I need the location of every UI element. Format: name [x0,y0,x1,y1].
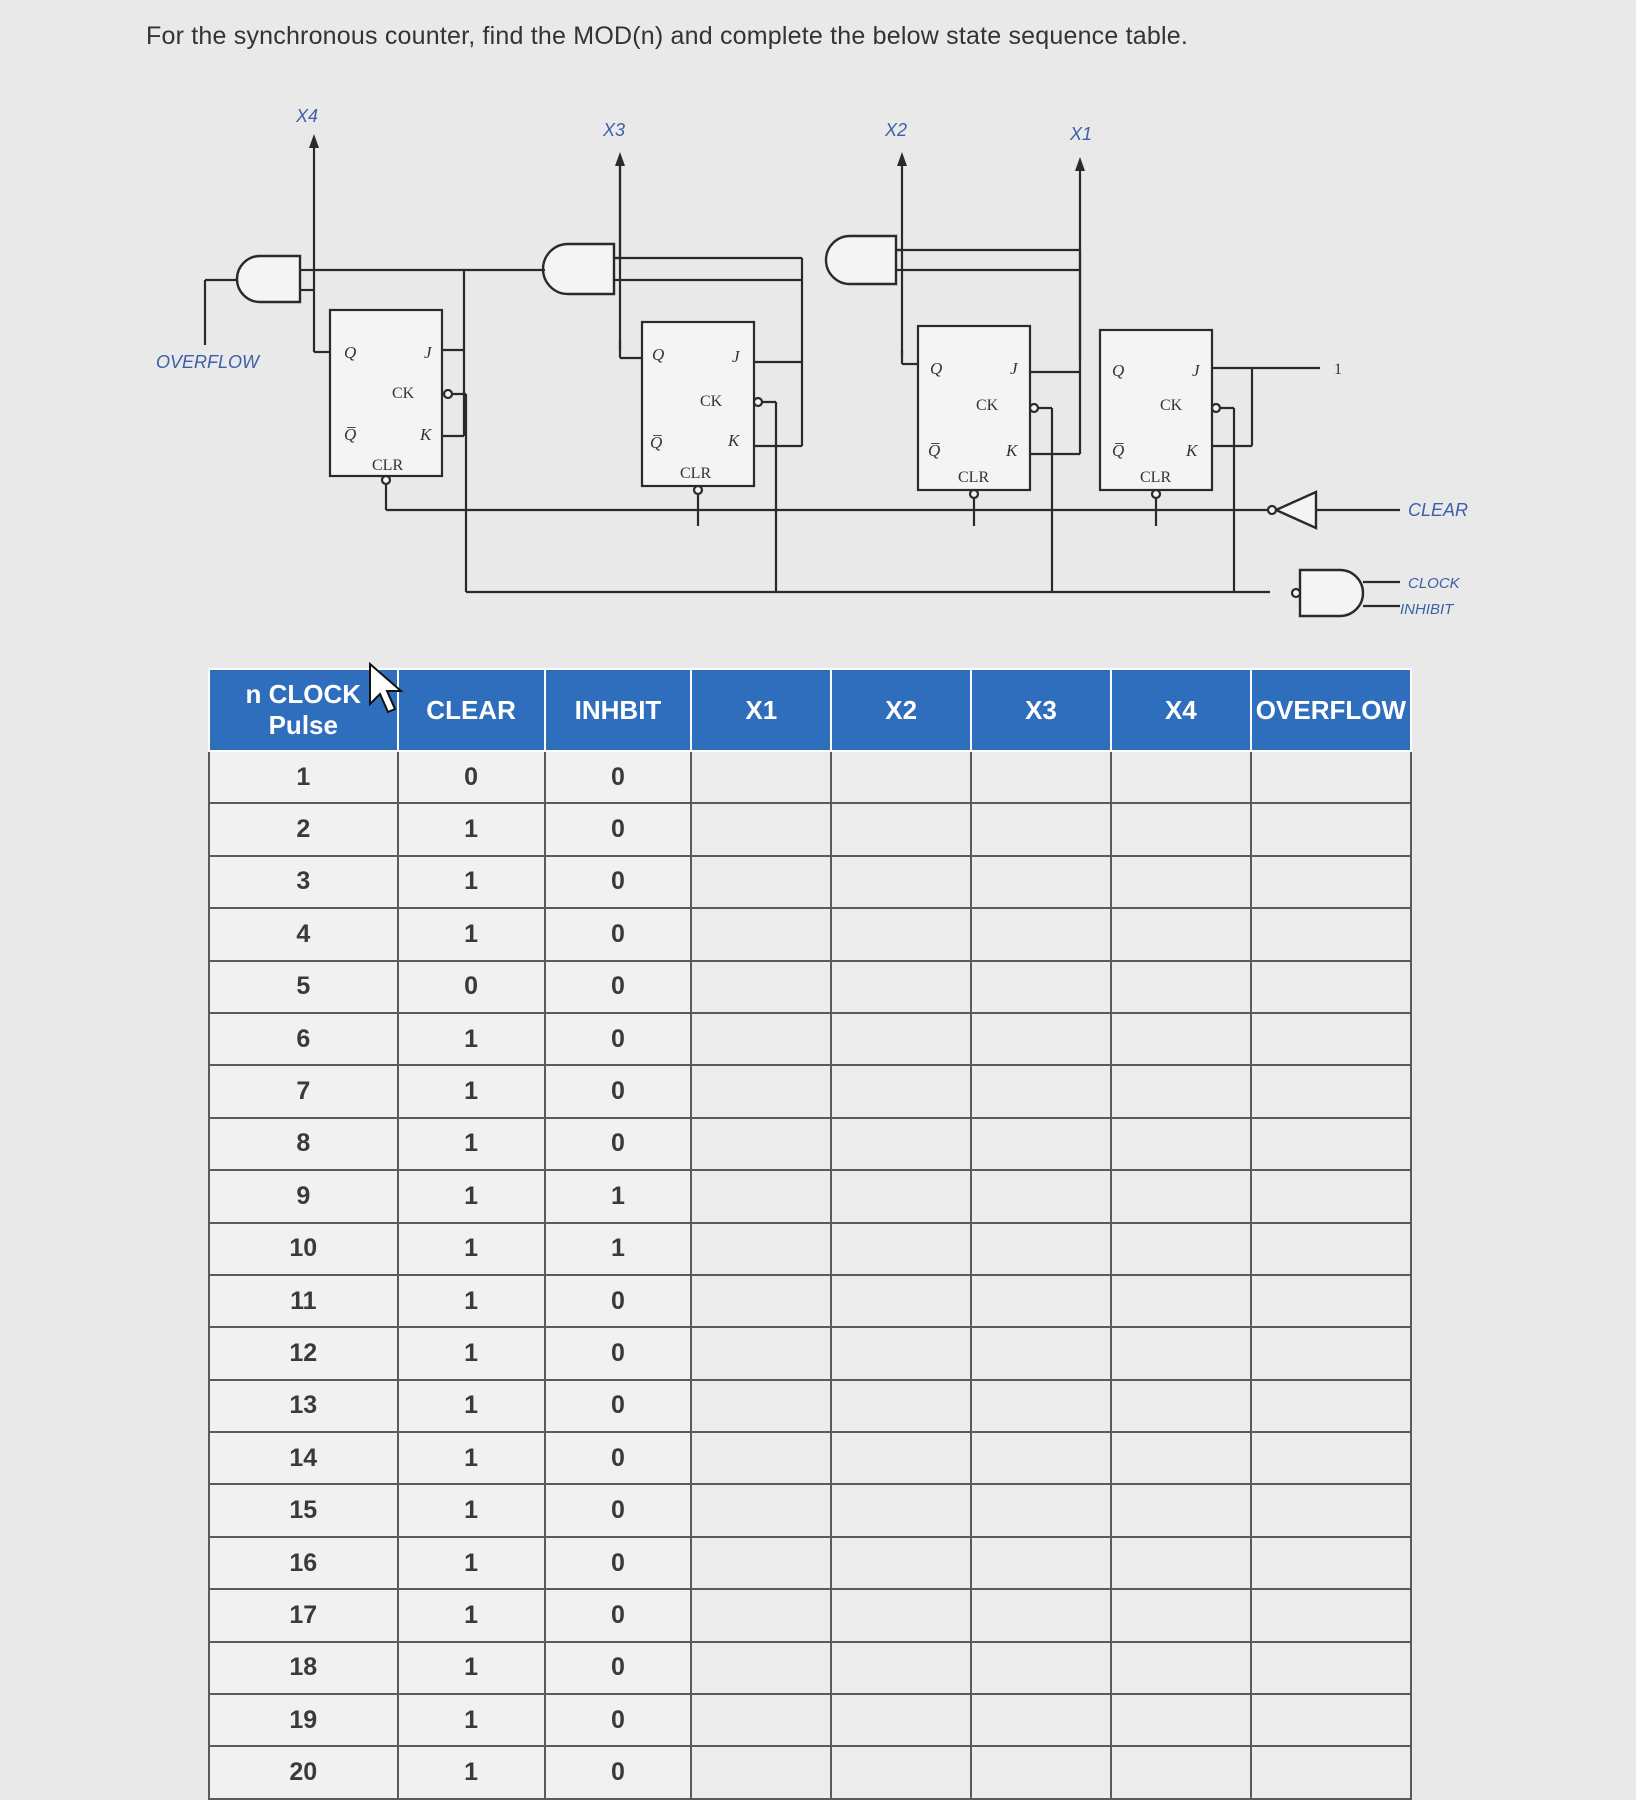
table-row [209,1013,1411,1065]
cell-x1[interactable] [691,1589,831,1641]
cell-clock-pulse: 7 [209,1065,398,1117]
cell-overflow[interactable] [1251,1432,1411,1484]
cell-clock-pulse: 10 [209,1223,398,1275]
cell-x4[interactable] [1111,1746,1251,1798]
cell-clear: 1 [398,1275,545,1327]
cell-x4[interactable] [1111,1013,1251,1065]
svg-text:K: K [728,431,740,450]
cell-x4[interactable] [1111,1170,1251,1222]
cell-overflow[interactable] [1251,1170,1411,1222]
cell-clear: 1 [398,1118,545,1170]
cell-x4[interactable] [1111,1380,1251,1432]
table-row [209,1170,1411,1222]
cell-x3[interactable] [971,1065,1111,1117]
cell-x1[interactable] [691,1694,831,1746]
cell-x2[interactable] [831,1432,971,1484]
cell-overflow[interactable] [1251,1118,1411,1170]
cell-x3[interactable] [971,1223,1111,1275]
and-gate-x2 [826,236,902,284]
cell-x2[interactable] [831,1380,971,1432]
cell-inhibit: 1 [545,1170,692,1222]
svg-text:K: K [1186,441,1198,460]
cell-clock-pulse: 1 [209,751,398,803]
cell-x3[interactable] [971,1327,1111,1379]
table-row [209,1746,1411,1798]
and-gate-x3 [543,244,620,294]
question-text: For the synchronous counter, find the MOD(n) and complete the below state sequence table. [146,22,1188,50]
cell-x4[interactable] [1111,751,1251,803]
svg-text:CLR: CLR [1140,469,1172,486]
cell-x3[interactable] [971,1380,1111,1432]
table-row [209,908,1411,960]
svg-text:Q: Q [344,343,357,362]
and-gate-overflow [205,256,314,345]
svg-text:K: K [1006,441,1018,460]
cell-x1[interactable] [691,1432,831,1484]
cell-x1[interactable] [691,908,831,960]
cell-inhibit: 0 [545,1380,692,1432]
svg-text:Q: Q [652,345,665,364]
table-row [209,1275,1411,1327]
table-row [209,1118,1411,1170]
cell-x1[interactable] [691,1484,831,1536]
cell-x2[interactable] [831,1327,971,1379]
cell-x3[interactable] [971,1694,1111,1746]
cell-clock-pulse: 15 [209,1484,398,1536]
cell-x1[interactable] [691,1327,831,1379]
cell-x1[interactable] [691,961,831,1013]
cell-x4[interactable] [1111,961,1251,1013]
cell-clear: 1 [398,1432,545,1484]
svg-text:CK: CK [1160,397,1183,414]
flip-flop-x1 [1100,330,1212,490]
cell-clear: 1 [398,1746,545,1798]
cell-x2[interactable] [831,1118,971,1170]
logic-one-input: 1 [1334,361,1342,378]
table-row [209,1589,1411,1641]
cell-inhibit: 0 [545,1484,692,1536]
cell-x1[interactable] [691,1380,831,1432]
cell-inhibit: 0 [545,1642,692,1694]
cell-x4[interactable] [1111,1484,1251,1536]
header-inhibit: INHBIT [545,669,692,751]
cell-clear: 1 [398,1537,545,1589]
cell-clear: 1 [398,1327,545,1379]
svg-text:J: J [1192,361,1200,380]
flip-flop-x4 [330,310,442,476]
cell-x3[interactable] [971,1746,1111,1798]
cell-x2[interactable] [831,1694,971,1746]
cell-inhibit: 0 [545,1013,692,1065]
cell-clock-pulse: 18 [209,1642,398,1694]
cell-x2[interactable] [831,1013,971,1065]
cell-x4[interactable] [1111,1065,1251,1117]
table-row [209,1380,1411,1432]
cell-x3[interactable] [971,1118,1111,1170]
cell-clear: 1 [398,908,545,960]
cell-x4[interactable] [1111,1537,1251,1589]
header-x1: X1 [691,669,831,751]
cell-overflow[interactable] [1251,1694,1411,1746]
table-row [209,1223,1411,1275]
cell-overflow[interactable] [1251,1223,1411,1275]
cell-clear: 1 [398,1589,545,1641]
clear-inverter [1268,492,1400,528]
cell-x2[interactable] [831,1223,971,1275]
cell-x2[interactable] [831,856,971,908]
cell-overflow[interactable] [1251,856,1411,908]
cell-x3[interactable] [971,1275,1111,1327]
clock-gate [1292,570,1400,616]
cell-x1[interactable] [691,856,831,908]
table-row [209,1537,1411,1589]
cell-inhibit: 0 [545,1746,692,1798]
header-x2: X2 [831,669,971,751]
cell-x3[interactable] [971,1170,1111,1222]
cell-x4[interactable] [1111,1589,1251,1641]
clear-label: CLEAR [1408,500,1469,520]
cell-x2[interactable] [831,1746,971,1798]
cell-x1[interactable] [691,1170,831,1222]
header-overflow: OVERFLOW [1251,669,1411,751]
inhibit-label: INHIBIT [1400,601,1454,618]
cell-x2[interactable] [831,803,971,855]
cell-clear: 1 [398,1013,545,1065]
cell-x4[interactable] [1111,1694,1251,1746]
table-row [209,1642,1411,1694]
overflow-label: OVERFLOW [156,352,260,372]
cell-x4[interactable] [1111,1223,1251,1275]
cell-inhibit: 1 [545,1223,692,1275]
cell-inhibit: 0 [545,1065,692,1117]
cell-x2[interactable] [831,1589,971,1641]
cell-overflow[interactable] [1251,1589,1411,1641]
cell-clear: 1 [398,1694,545,1746]
header-clear: CLEAR [398,669,545,751]
cell-overflow[interactable] [1251,1327,1411,1379]
svg-text:J: J [424,343,432,362]
cell-overflow[interactable] [1251,1484,1411,1536]
cell-x1[interactable] [691,1223,831,1275]
cell-inhibit: 0 [545,1327,692,1379]
cell-x1[interactable] [691,1065,831,1117]
svg-text:Q: Q [930,359,943,378]
cell-clear: 1 [398,1223,545,1275]
table-body [209,751,1411,1799]
cell-overflow[interactable] [1251,803,1411,855]
cell-clear: 0 [398,751,545,803]
cell-clear: 0 [398,961,545,1013]
table-row [209,1065,1411,1117]
cell-x4[interactable] [1111,1275,1251,1327]
cell-overflow[interactable] [1251,1537,1411,1589]
cell-x2[interactable] [831,1275,971,1327]
cell-x3[interactable] [971,1589,1111,1641]
cell-x2[interactable] [831,908,971,960]
cell-x3[interactable] [971,1537,1111,1589]
cell-x3[interactable] [971,856,1111,908]
flip-flop-x3 [642,322,754,486]
cell-clear: 1 [398,1065,545,1117]
cell-overflow[interactable] [1251,751,1411,803]
svg-text:Q: Q [1112,361,1125,380]
table-row [209,961,1411,1013]
cell-clock-pulse: 11 [209,1275,398,1327]
cell-clock-pulse: 9 [209,1170,398,1222]
cell-x3[interactable] [971,751,1111,803]
cell-x4[interactable] [1111,1118,1251,1170]
header-x3: X3 [971,669,1111,751]
cell-overflow[interactable] [1251,1642,1411,1694]
svg-text:CK: CK [976,397,999,414]
clock-label: CLOCK [1408,575,1460,592]
cell-x3[interactable] [971,908,1111,960]
cell-x1[interactable] [691,1537,831,1589]
cell-x2[interactable] [831,1537,971,1589]
cell-clock-pulse: 4 [209,908,398,960]
svg-text:K: K [420,425,432,444]
output-label-x3: X3 [603,120,626,140]
cell-clear: 1 [398,1642,545,1694]
flip-flop-x2 [918,326,1030,490]
svg-text:Q̅: Q̅ [650,433,663,452]
cell-x1[interactable] [691,1642,831,1694]
cell-clear: 1 [398,1484,545,1536]
header-x4: X4 [1111,669,1251,751]
cell-inhibit: 0 [545,1694,692,1746]
output-label-x1: X1 [1070,124,1093,144]
svg-text:Q̅: Q̅ [344,425,357,444]
cell-x2[interactable] [831,1642,971,1694]
cell-inhibit: 0 [545,1589,692,1641]
cell-clear: 1 [398,1170,545,1222]
cell-inhibit: 0 [545,803,692,855]
table-row [209,856,1411,908]
cell-clear: 1 [398,856,545,908]
cell-overflow[interactable] [1251,1746,1411,1798]
svg-text:J: J [1010,359,1018,378]
cell-x4[interactable] [1111,1327,1251,1379]
cell-x1[interactable] [691,1275,831,1327]
cell-x1[interactable] [691,1746,831,1798]
cell-x2[interactable] [831,751,971,803]
cell-overflow[interactable] [1251,1275,1411,1327]
table-row [209,803,1411,855]
cell-overflow[interactable] [1251,1065,1411,1117]
cell-clock-pulse: 13 [209,1380,398,1432]
svg-text:CLR: CLR [372,457,404,474]
table-row [209,1484,1411,1536]
cell-x4[interactable] [1111,1642,1251,1694]
cell-clock-pulse: 12 [209,1327,398,1379]
svg-text:CK: CK [700,393,723,410]
cell-clock-pulse: 17 [209,1589,398,1641]
cell-clear: 1 [398,803,545,855]
svg-text:CLR: CLR [958,469,990,486]
table-row [209,751,1411,803]
cell-overflow[interactable] [1251,1013,1411,1065]
cell-clock-pulse: 14 [209,1432,398,1484]
cell-clock-pulse: 20 [209,1746,398,1798]
cell-clock-pulse: 6 [209,1013,398,1065]
cell-x2[interactable] [831,1484,971,1536]
cell-clear: 1 [398,1380,545,1432]
cell-x3[interactable] [971,1432,1111,1484]
svg-text:Q̅: Q̅ [928,441,941,460]
cell-clock-pulse: 5 [209,961,398,1013]
cell-x4[interactable] [1111,856,1251,908]
cell-overflow[interactable] [1251,1380,1411,1432]
cell-inhibit: 0 [545,856,692,908]
cell-clock-pulse: 3 [209,856,398,908]
cell-x1[interactable] [691,1013,831,1065]
cell-inhibit: 0 [545,908,692,960]
cell-x3[interactable] [971,1642,1111,1694]
cell-x2[interactable] [831,1170,971,1222]
cell-x4[interactable] [1111,908,1251,960]
cell-inhibit: 0 [545,1118,692,1170]
cell-overflow[interactable] [1251,961,1411,1013]
header-clock-pulse: n CLOCK Pulse [209,669,398,751]
cell-x1[interactable] [691,803,831,855]
cell-clock-pulse: 16 [209,1537,398,1589]
svg-text:J: J [732,347,740,366]
cell-x4[interactable] [1111,1432,1251,1484]
cell-x2[interactable] [831,961,971,1013]
cell-inhibit: 0 [545,1275,692,1327]
cell-x3[interactable] [971,803,1111,855]
svg-text:CLR: CLR [680,465,712,482]
table-row [209,1694,1411,1746]
cell-x1[interactable] [691,751,831,803]
cell-clock-pulse: 2 [209,803,398,855]
svg-text:CK: CK [392,385,415,402]
cell-inhibit: 0 [545,1537,692,1589]
cell-inhibit: 0 [545,751,692,803]
cell-overflow[interactable] [1251,908,1411,960]
table-row [209,1432,1411,1484]
cell-x2[interactable] [831,1065,971,1117]
cell-clock-pulse: 19 [209,1694,398,1746]
cell-clock-pulse: 8 [209,1118,398,1170]
mouse-pointer-icon [368,662,404,714]
cell-x3[interactable] [971,961,1111,1013]
cell-x3[interactable] [971,1013,1111,1065]
cell-inhibit: 0 [545,1432,692,1484]
state-sequence-table [208,668,1412,1800]
table-row [209,1327,1411,1379]
counter-circuit-diagram [0,0,1636,660]
cell-x4[interactable] [1111,803,1251,855]
cell-x1[interactable] [691,1118,831,1170]
output-label-x2: X2 [885,120,908,140]
cell-x3[interactable] [971,1484,1111,1536]
output-label-x4: X4 [296,106,319,126]
cell-inhibit: 0 [545,961,692,1013]
svg-text:Q̅: Q̅ [1112,441,1125,460]
